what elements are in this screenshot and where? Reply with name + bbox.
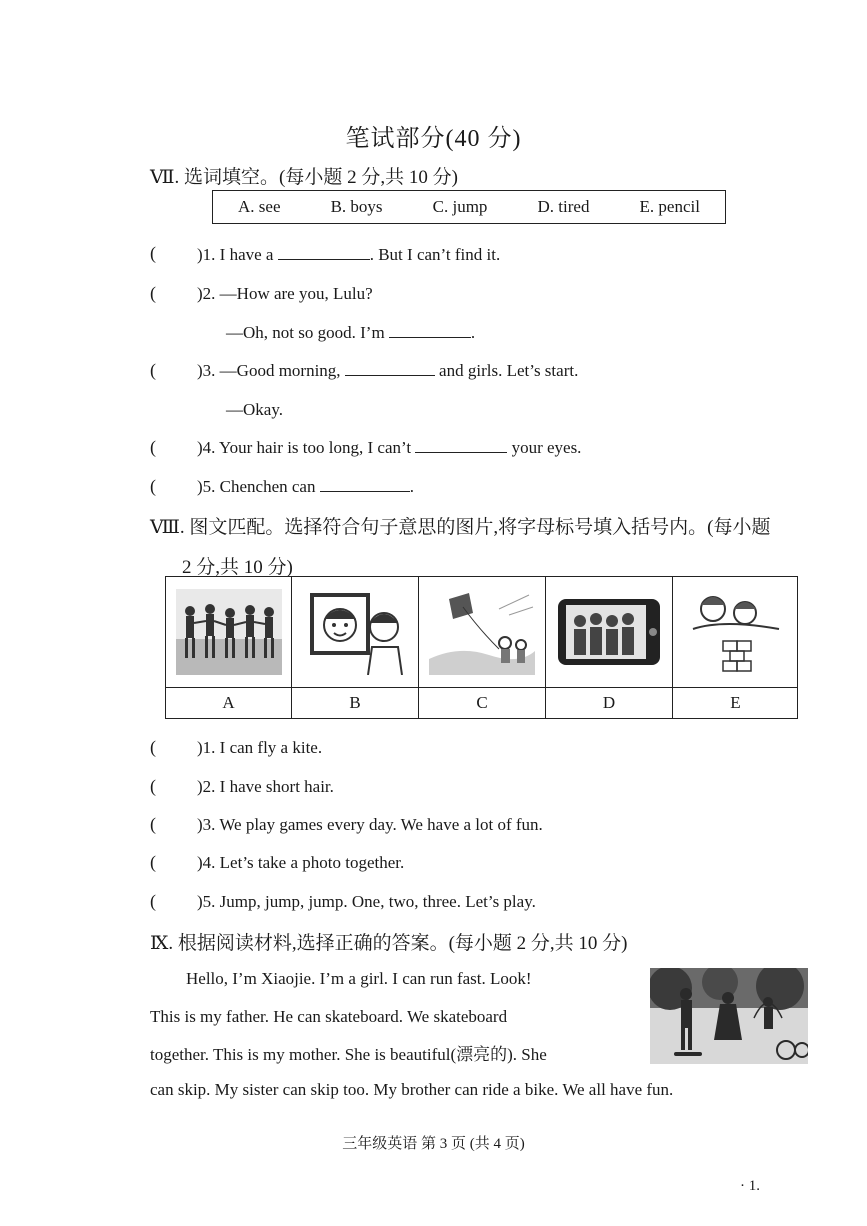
answer-paren[interactable]: ( [150, 476, 156, 496]
blank-line[interactable] [345, 374, 435, 376]
picture-label-a: A [166, 687, 292, 719]
blank-line[interactable] [278, 258, 370, 260]
option-b: B. boys [330, 197, 383, 216]
phone-photo-image [556, 589, 662, 675]
answer-paren[interactable]: ( [150, 360, 156, 380]
passage-line-3: together. This is my mother. She is beautiful(漂亮的). She [150, 1045, 547, 1064]
passage-line-2: This is my father. He can skateboard. We skateboard [150, 1007, 508, 1026]
picture-label-c: C [419, 687, 546, 719]
s7-question-3-reply: —Okay. [226, 400, 283, 419]
picture-label-b: B [292, 687, 419, 719]
word-options-box [212, 190, 726, 224]
answer-paren[interactable]: ( [150, 737, 156, 757]
section-8-heading-cont: 2 分,共 10 分) [182, 557, 293, 578]
page-title: 笔试部分(40 分) [345, 126, 522, 152]
section-7-heading: Ⅶ. 选词填空。(每小题 2 分,共 10 分) [150, 167, 458, 188]
corner-mark: · 1. [740, 1178, 760, 1194]
s8-question-4: )4. Let’s take a photo together. [197, 853, 405, 872]
s8-question-5: )5. Jump, jump, jump. One, two, three. Let’s play. [197, 892, 536, 911]
picture-label-d: D [546, 687, 673, 719]
answer-paren[interactable]: ( [150, 776, 156, 796]
s7-question-5: )5. Chenchen can . [197, 477, 414, 496]
passage-line-4: can skip. My sister can skip too. My brother can ride a bike. We all have fun. [150, 1080, 674, 1099]
family-park-image [650, 968, 808, 1064]
answer-paren[interactable]: ( [150, 243, 156, 263]
picture-c-cell [419, 577, 546, 687]
answer-paren[interactable]: ( [150, 437, 156, 457]
picture-grid [165, 576, 798, 719]
hopscotch-image [683, 589, 789, 675]
s7-question-2-reply: —Oh, not so good. I’m . [226, 323, 476, 342]
boy-mirror-image [302, 589, 408, 675]
answer-paren[interactable]: ( [150, 891, 156, 911]
passage-line-1: Hello, I’m Xiaojie. I’m a girl. I can run fast. Look! [186, 969, 532, 988]
blank-line[interactable] [389, 336, 471, 338]
page-footer: 三年级英语 第 3 页 (共 4 页) [342, 1136, 525, 1152]
blank-line[interactable] [415, 451, 507, 453]
answer-paren[interactable]: ( [150, 283, 156, 303]
kite-flying-image [429, 589, 535, 675]
s8-question-3: )3. We play games every day. We have a lot of fun. [197, 815, 543, 834]
picture-a-cell [166, 577, 292, 687]
picture-d-cell [546, 577, 673, 687]
picture-label-e: E [673, 687, 798, 719]
picture-e-cell [673, 577, 798, 687]
section-9-heading: Ⅸ. 根据阅读材料,选择正确的答案。(每小题 2 分,共 10 分) [150, 933, 628, 954]
blank-line[interactable] [320, 490, 410, 492]
s7-question-3: )3. —Good morning, and girls. Let’s start. [197, 361, 579, 380]
option-a: A. see [238, 197, 281, 216]
answer-paren[interactable]: ( [150, 814, 156, 834]
answer-paren[interactable]: ( [150, 852, 156, 872]
option-c: C. jump [432, 197, 488, 216]
option-d: D. tired [537, 197, 590, 216]
option-e: E. pencil [639, 197, 700, 216]
s7-question-4: )4. Your hair is too long, I can’t your eyes. [197, 438, 582, 457]
s8-question-2: )2. I have short hair. [197, 777, 334, 796]
s8-question-1: )1. I can fly a kite. [197, 738, 323, 757]
s7-question-2: )2. —How are you, Lulu? [197, 284, 373, 303]
children-playing-image [176, 589, 282, 675]
section-8-heading: Ⅷ. 图文匹配。选择符合句子意思的图片,将字母标号填入括号内。(每小题 [150, 517, 771, 538]
s7-question-1: )1. I have a . But I can’t find it. [197, 245, 501, 264]
picture-b-cell [292, 577, 419, 687]
